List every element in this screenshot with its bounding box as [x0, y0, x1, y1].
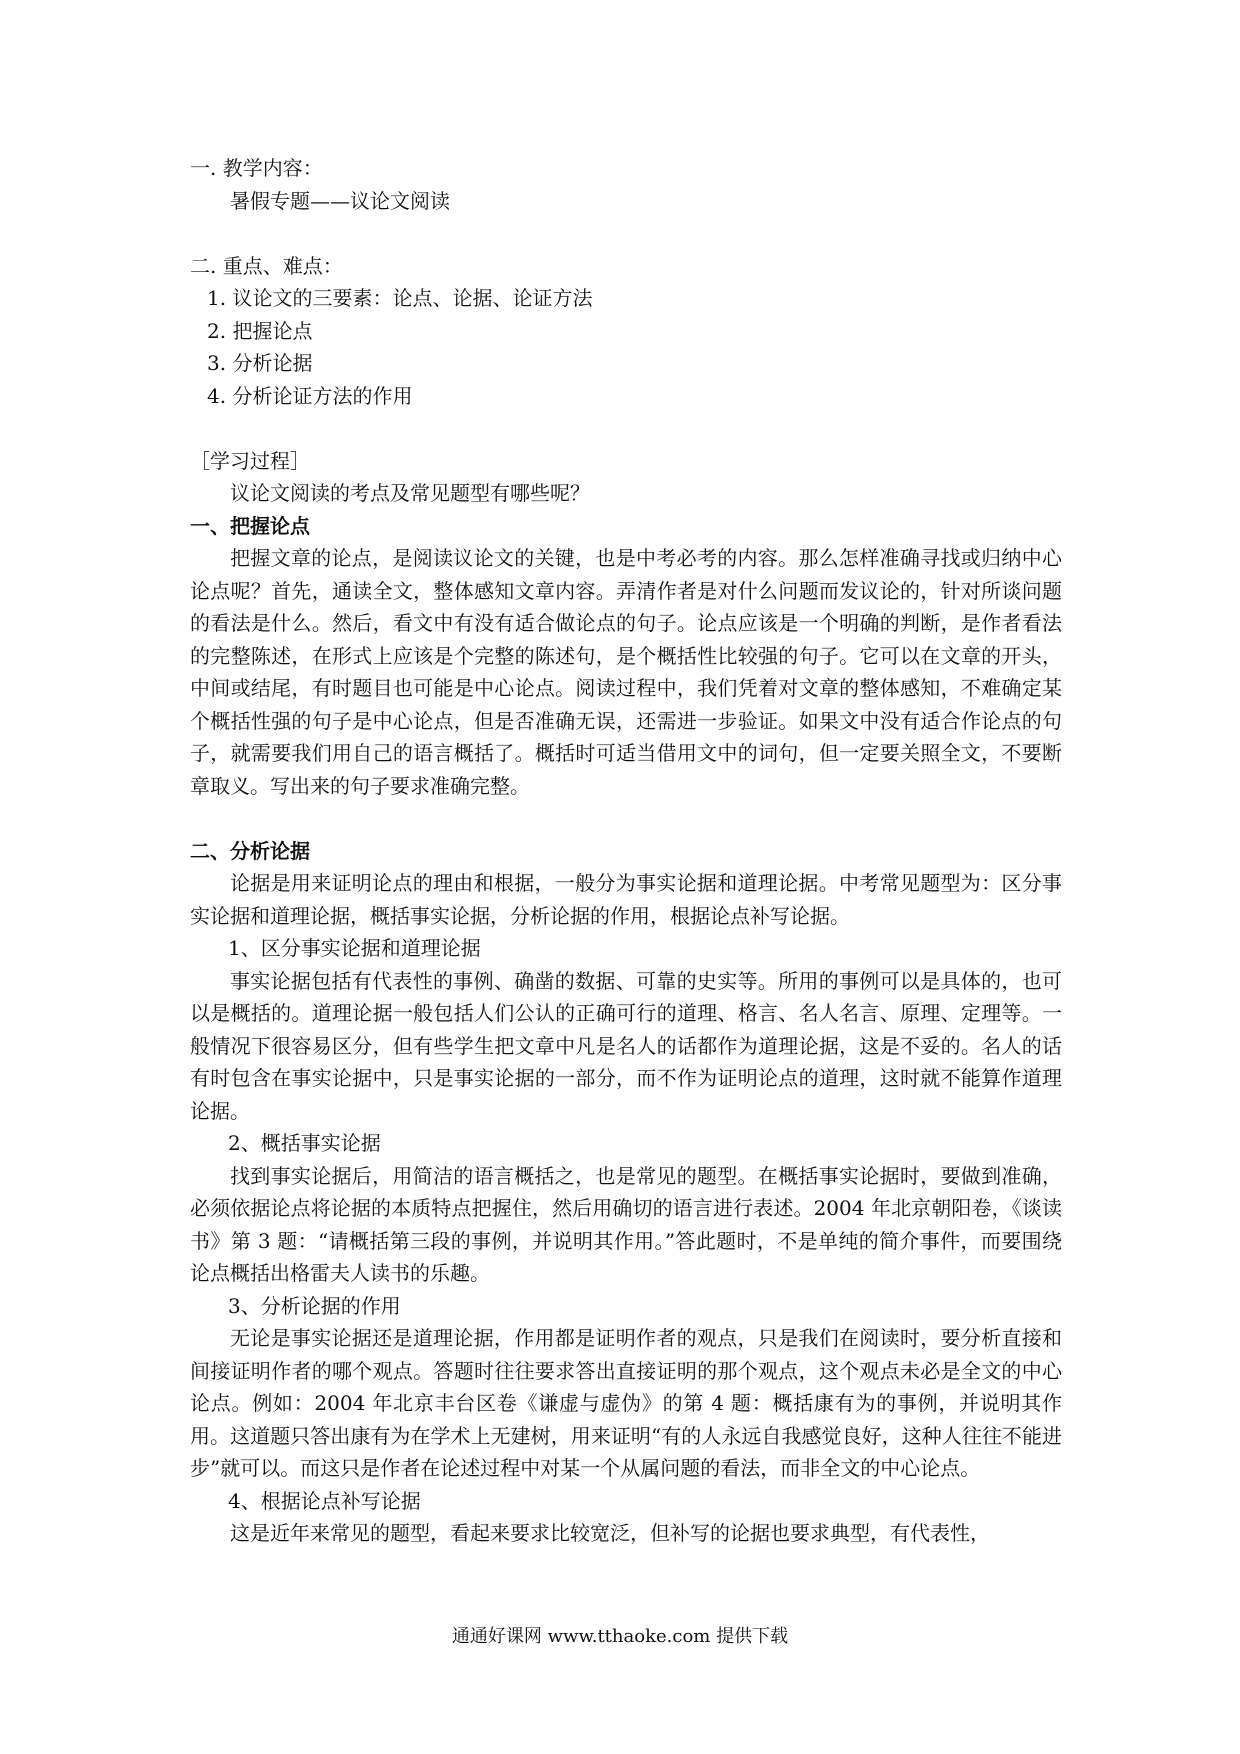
key-point-3: 3. 分析论据 — [207, 351, 313, 375]
process-label: ［学习过程］ — [190, 448, 310, 473]
sub3-title: 3、分析论据的作用 — [228, 1293, 401, 1318]
sub2-title: 2、概括事实论据 — [228, 1131, 381, 1155]
page-footer: 通通好课网 www.tthaoke.com 提供下载 — [451, 1626, 789, 1647]
sub1-title: 1、区分事实论据和道理论据 — [228, 936, 481, 960]
part2-title: 二、分析论据 — [190, 838, 310, 863]
sub4-text: 这是近年来常见的题型，看起来要求比较宽泛，但补写的论据也要求典型，有代表性， — [230, 1521, 990, 1545]
part1-paragraph: 把握文章的论点，是阅读议论文的关键，也是中考必考的内容。那么怎样准确寻找或归纳中心论点呢？首先，通读全文，整体感知文章内容。弄清作者是对什么问题而发议论的，针对所谈问题的看法是什么。然后，看文中有没有适合做论点的句子。论点应该是一个明确的判断，是作者看法的完整陈述，在形式上应该是个完整的陈述句，是个概括性比较强的句子。它可以在文章的开头，中间或结尾，有时题目也可能是中心论点。阅读过程中，我们凭着对文章的整体感知，不难确定某个概括性强的句子是中心论点，但是否准确无误，还需进一步验证。如果文中没有适合作论点的句子，就需要我们用自己的语言概括了。概括时可适当借用文中的词句，但一定要关照全文，不要断章取义。写出来的句子要求准确完整。 — [190, 546, 1062, 798]
sub4-title: 4、根据论点补写论据 — [228, 1488, 421, 1513]
key-point-4: 4. 分析论证方法的作用 — [207, 383, 413, 408]
key-point-2: 2. 把握论点 — [207, 318, 313, 343]
spacer — [190, 802, 1062, 835]
part1-title: 一、把握论点 — [190, 513, 310, 538]
sub3-text: 无论是事实论据还是道理论据，作用都是证明作者的观点，只是我们在阅读时，要分析直接和间接证明作者的哪个观点。答题时往往要求答出直接证明的那个观点，这个观点未必是全文的中心论点。例如：2004 年北京丰台区卷《谦虚与虚伪》的第 4 题：概括康有为的事例，并说明其作用。这道题只答出康有为在学术上无建树，用来证明“有的人永远自我感觉良好，这种人往往不能进步”就可以。而这只是作者在论述过程中对某一个从属问题的看法，而非全文的中心论点。 — [190, 1326, 1062, 1480]
section1-body: 暑假专题——议论文阅读 — [230, 188, 450, 213]
sub1-text: 事实论据包括有代表性的事例、确凿的数据、可靠的史实等。所用的事例可以是具体的，也可以是概括的。道理论据一般包括人们公认的正确可行的道理、格言、名人名言、原理、定理等。一般情况下很容易区分，但有些学生把文章中凡是名人的话都作为道理论据，这是不妥的。名人的话有时包含在事实论据中，只是事实论据的一部分，而不作为证明论点的道理，这时就不能算作道理论据。 — [190, 968, 1062, 1123]
sub2-text: 找到事实论据后，用简洁的语言概括之，也是常见的题型。在概括事实论据时，要做到准确，必须依据论点将论据的本质特点把握住，然后用确切的语言进行表述。2004 年北京朝阳卷，《谈读书》第 3 题：“请概括第三段的事例，并说明其作用。”答此题时，不是单纯的简介事件，而要围绕论点概括出格雷夫人读书的乐趣。 — [190, 1163, 1062, 1285]
section1-title: 一. 教学内容： — [190, 156, 323, 180]
document-body — [190, 152, 1062, 1550]
spacer — [190, 217, 1062, 250]
section2-title: 二. 重点、难点： — [190, 253, 343, 278]
key-point-1: 1. 议论文的三要素：论点、论据、论证方法 — [207, 286, 593, 310]
intro-question: 议论文阅读的考点及常见题型有哪些呢？ — [230, 481, 590, 505]
part2-intro: 论据是用来证明论点的理由和根据，一般分为事实论据和道理论据。中考常见题型为：区分事实论据和道理论据，概括事实论据，分析论据的作用，根据论点补写论据。 — [190, 871, 1062, 928]
spacer — [190, 412, 1062, 445]
